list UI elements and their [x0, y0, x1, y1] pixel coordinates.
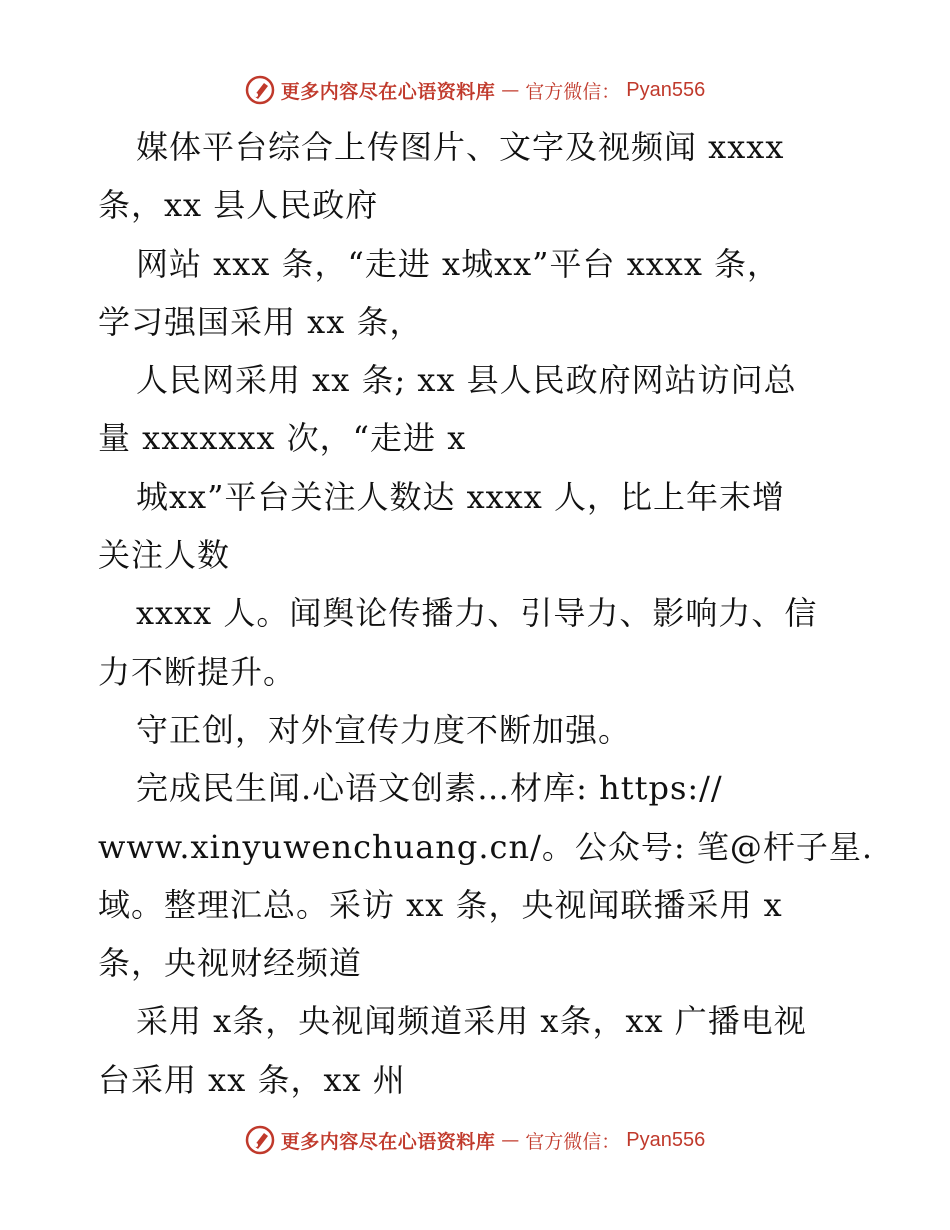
- footer-separator: —: [501, 1129, 520, 1151]
- body-line: 关注人数: [98, 536, 231, 575]
- header-brand-text: 更多内容尽在心语资料库: [280, 80, 496, 103]
- body-line: 力不断提升。: [98, 652, 297, 691]
- body-line: 条，央视财经频道: [98, 944, 363, 983]
- header-wechat-id: Pyan556: [626, 78, 706, 101]
- document-body: [98, 118, 873, 1109]
- body-line: 城xx”平台关注人数达 xxxx 人，比上年末增: [136, 477, 785, 516]
- header-separator: —: [501, 79, 520, 101]
- body-line: 条，xx 县人民政府: [98, 186, 379, 225]
- header-wechat-label: 官方微信：: [525, 80, 621, 103]
- body-line: 量 xxxxxxx 次，“走进 x: [98, 419, 467, 458]
- footer-brand-text: 更多内容尽在心语资料库: [280, 1130, 496, 1153]
- body-line: www.xinyuwenchuang.cn/。公众号: 笔@杆子星.: [98, 827, 873, 866]
- pen-nib-logo-icon: [245, 1125, 275, 1155]
- body-line: 学习强国采用 xx 条，: [98, 302, 423, 341]
- body-line: 台采用 xx 条，xx 州: [98, 1060, 406, 1099]
- body-line: 守正创，对外宣传力度不断加强。: [136, 710, 632, 749]
- footer-wechat-label: 官方微信：: [525, 1130, 621, 1153]
- body-line: 网站 xxx 条，“走进 x城xx”平台 xxxx 条，: [136, 244, 781, 283]
- header-banner: [0, 70, 950, 110]
- pen-nib-logo-icon: [245, 75, 275, 105]
- body-line: 采用 x条，央视闻频道采用 x条，xx 广播电视: [136, 1002, 807, 1041]
- footer-wechat-id: Pyan556: [626, 1128, 706, 1151]
- body-line: 完成民生闻.心语文创素…材库: https://: [136, 769, 723, 808]
- body-line: 域。整理汇总。采访 xx 条，央视闻联播采用 x: [98, 885, 783, 924]
- body-line: 人民网采用 xx 条; xx 县人民政府网站访问总: [136, 361, 797, 400]
- body-line: xxxx 人。闻舆论传播力、引导力、影响力、信: [136, 594, 818, 633]
- body-line: 媒体平台综合上传图片、文字及视频闻 xxxx: [136, 128, 785, 166]
- footer-banner: [0, 1120, 950, 1160]
